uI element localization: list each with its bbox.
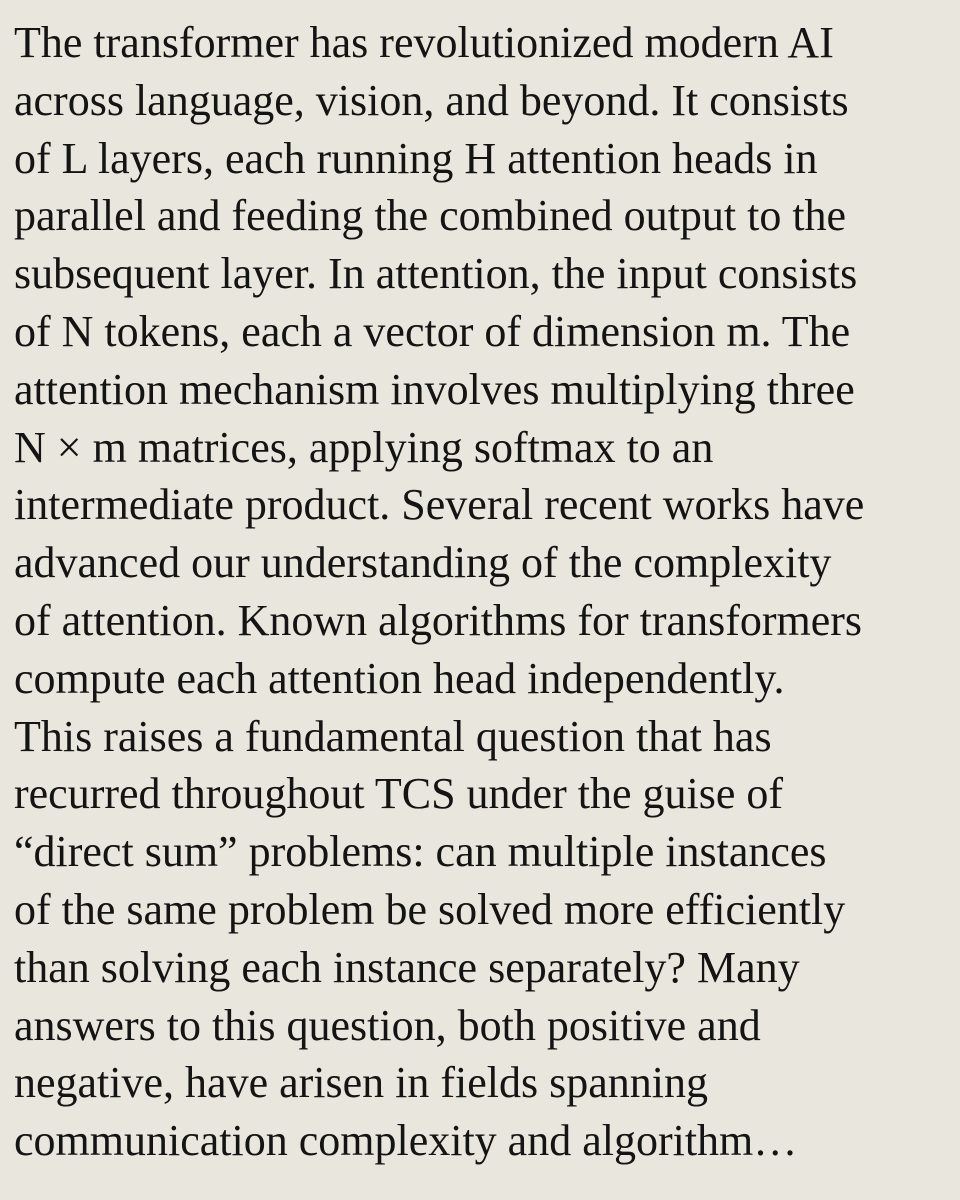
text-line: N × m matrices, applying softmax to an <box>14 422 714 472</box>
text-line: across language, vision, and beyond. It consists <box>14 75 849 125</box>
text-line: “direct sum” problems: can multiple instances <box>14 827 827 877</box>
text-line: subsequent layer. In attention, the input consists <box>14 249 858 299</box>
text-line: answers to this question, both positive and <box>14 1000 761 1050</box>
text-line: of N tokens, each a vector of dimension m. The <box>14 306 851 356</box>
text-line: advanced our understanding of the complexity <box>14 538 832 588</box>
text-line: recurred throughout TCS under the guise of <box>14 769 784 819</box>
text-line: of L layers, each running H attention heads in <box>14 133 818 183</box>
text-line: intermediate product. Several recent works have <box>14 480 865 530</box>
text-line: attention mechanism involves multiplying three <box>14 364 855 414</box>
text-line: compute each attention head independently. <box>14 653 785 703</box>
text-line: This raises a fundamental question that has <box>14 711 772 761</box>
abstract-text <box>14 14 954 1170</box>
text-line: of the same problem be solved more efficiently <box>14 884 846 934</box>
text-line: communication complexity and algorithm… <box>14 1116 798 1166</box>
text-line: than solving each instance separately? Many <box>14 942 800 992</box>
text-line: negative, have arisen in fields spanning <box>14 1058 709 1108</box>
text-line: of attention. Known algorithms for transformers <box>14 595 863 645</box>
text-line: The transformer has revolutionized modern AI <box>14 18 834 67</box>
text-line: parallel and feeding the combined output to the <box>14 191 847 241</box>
